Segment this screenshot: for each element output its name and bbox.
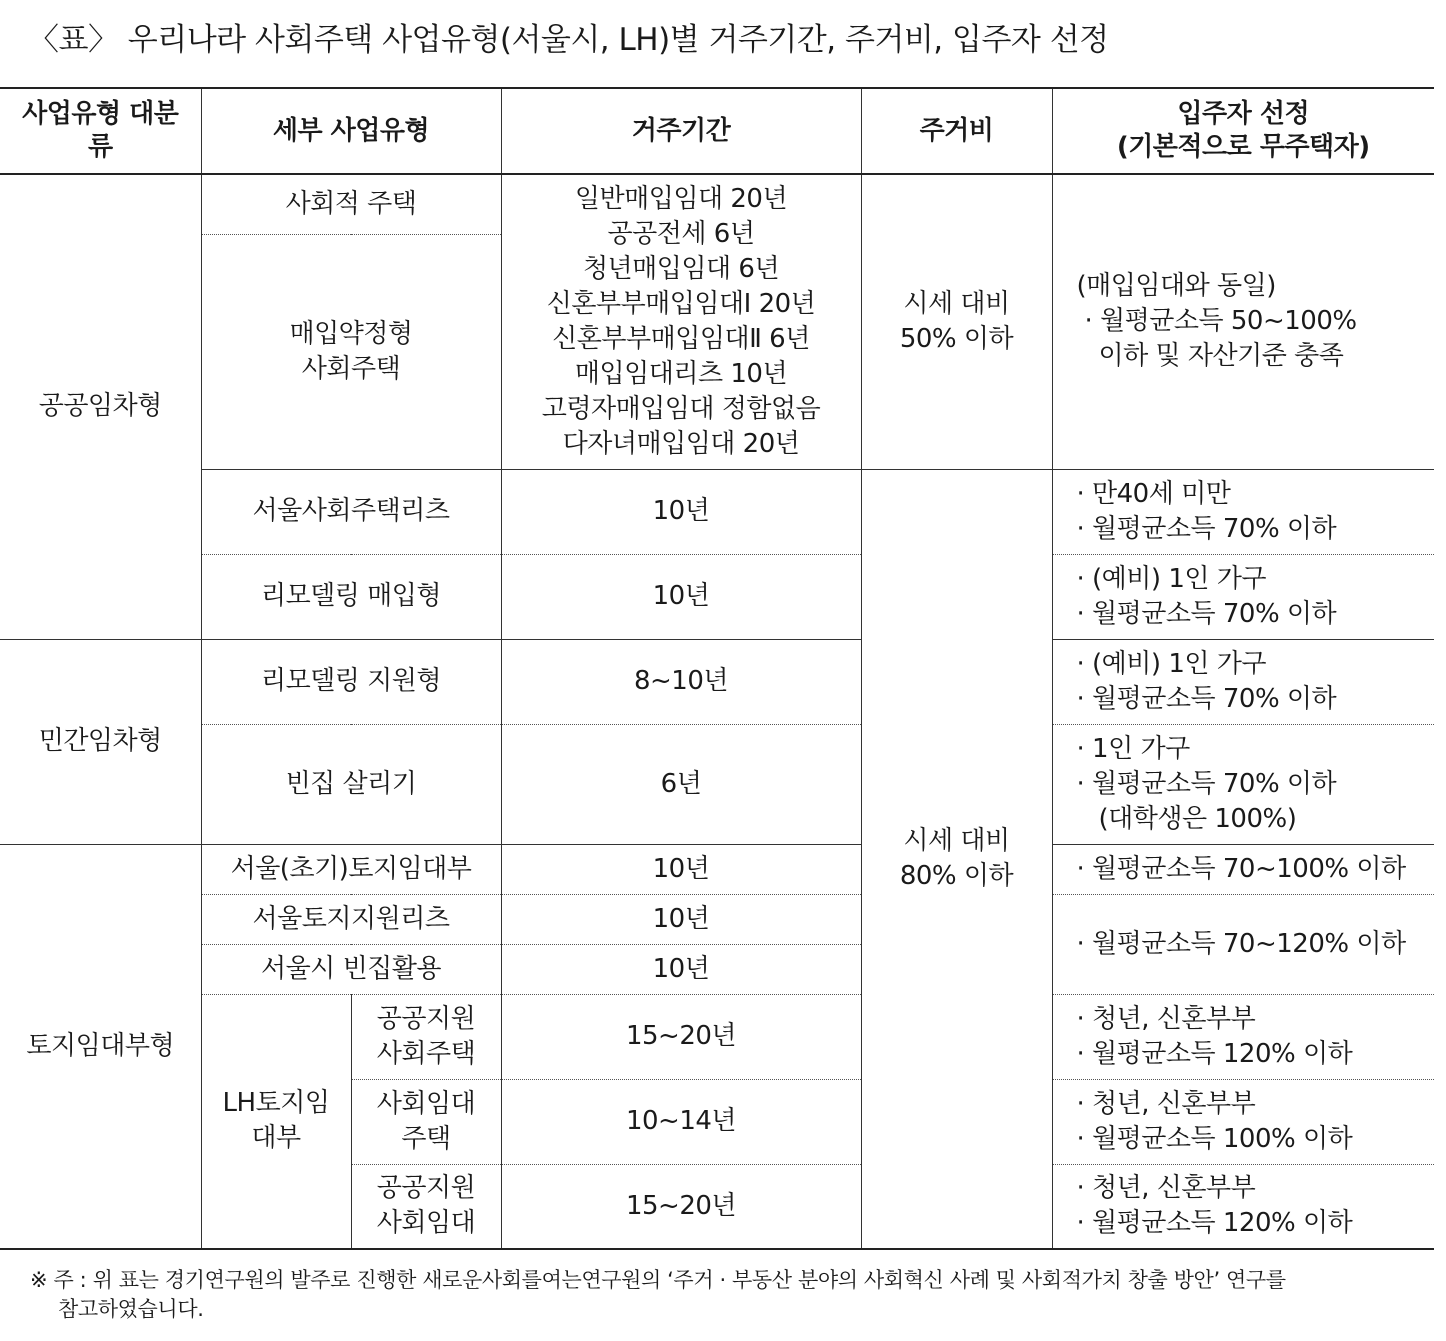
table-row xyxy=(0,994,1434,1079)
subtype-lh-public-house xyxy=(351,994,501,1079)
cost-50-line-2: 50% 이하 xyxy=(899,323,1014,354)
period-item: 매입임대리츠 10년 xyxy=(574,358,788,389)
selection-line: · 1인 가구 xyxy=(1076,733,1190,764)
selection-remodel-support xyxy=(1052,639,1434,724)
selection-line: · 월평균소득 70% 이하 xyxy=(1076,513,1337,544)
subtype-remodel-support: 리모델링 지원형 xyxy=(201,639,501,724)
subtype-land-reits: 서울토지지원리츠 xyxy=(201,894,501,944)
selection-line: · 월평균소득 50~100% xyxy=(1084,306,1357,337)
footnote-line-1: ※ 주 : 위 표는 경기연구원의 발주로 진행한 새로운사회를여는연구원의 ‘주거 · 부동산 분야의 사회혁신 사례 및 사회적가치 창출 방안’ 연구를 xyxy=(30,1268,1286,1292)
header-selection-line-2: (기본적으로 무주택자) xyxy=(1116,132,1370,162)
period-remodel-buy: 10년 xyxy=(501,554,861,639)
selection-land-shared xyxy=(1052,894,1434,994)
subtype-lh-public-rental xyxy=(351,1164,501,1249)
table-title: 〈표〉 우리나라 사회주택 사업유형(서울시, LH)별 거주기간, 주거비, 입주자 선정 xyxy=(28,22,1109,58)
period-empty-house: 6년 xyxy=(501,724,861,844)
period-reits: 10년 xyxy=(501,469,861,554)
period-item: 일반매입임대 20년 xyxy=(574,183,788,214)
period-early-land: 10년 xyxy=(501,844,861,894)
header-row xyxy=(0,88,1434,174)
subtype-purchase xyxy=(201,234,501,469)
footnote-line-2: 참고하였습니다. xyxy=(58,1297,204,1321)
selection-line: · (예비) 1인 가구 xyxy=(1076,563,1266,594)
selection-line: · 월평균소득 70% 이하 xyxy=(1076,683,1337,714)
category-public: 공공임차형 xyxy=(0,174,201,639)
header-category-line-1: 사업유형 대분 xyxy=(22,99,179,129)
social-housing-table xyxy=(0,87,1434,1250)
subtype-lh-rental-house xyxy=(351,1079,501,1164)
period-item: 공공전세 6년 xyxy=(607,218,755,249)
period-land-reits: 10년 xyxy=(501,894,861,944)
period-item: 다자녀매입임대 20년 xyxy=(562,428,800,459)
selection-line: · 월평균소득 120% 이하 xyxy=(1076,1208,1353,1239)
selection-line: · 청년, 신혼부부 xyxy=(1076,1173,1256,1204)
subtype-line: 사회주택 xyxy=(376,1038,476,1069)
subtype-remodel-buy: 리모델링 매입형 xyxy=(201,554,501,639)
table-row xyxy=(0,469,1434,554)
table-row xyxy=(0,639,1434,724)
period-empty-use: 10년 xyxy=(501,944,861,994)
selection-line: · 월평균소득 70% 이하 xyxy=(1076,768,1337,799)
selection-line: · 청년, 신혼부부 xyxy=(1076,1088,1256,1119)
selection-line: (대학생은 100%) xyxy=(1098,803,1297,834)
selection-line: · 월평균소득 70% 이하 xyxy=(1076,598,1337,629)
subtype-line: 공공지원 xyxy=(376,1003,476,1034)
category-lh-line-1: LH토지임 xyxy=(222,1088,330,1119)
period-item: 신혼부부매입임대Ⅱ 6년 xyxy=(552,323,810,354)
subtype-reits: 서울사회주택리츠 xyxy=(201,469,501,554)
category-lh xyxy=(201,994,351,1249)
header-cost: 주거비 xyxy=(861,88,1052,174)
table-row xyxy=(0,554,1434,639)
period-purchase-list xyxy=(501,174,861,469)
table-row xyxy=(0,174,1434,234)
table-row xyxy=(0,724,1434,844)
selection-line: · 월평균소득 120% 이하 xyxy=(1076,1038,1353,1069)
selection-line: · 월평균소득 70~120% 이하 xyxy=(1076,928,1406,959)
selection-purchase xyxy=(1052,174,1434,469)
header-category xyxy=(0,88,201,174)
subtype-social: 사회적 주택 xyxy=(201,174,501,234)
header-period: 거주기간 xyxy=(501,88,861,174)
subtype-purchase-line-1: 매입약정형 xyxy=(289,318,413,349)
selection-line: 이하 및 자산기준 충족 xyxy=(1098,341,1344,372)
selection-empty-house xyxy=(1052,724,1434,844)
selection-line: · 만40세 미만 xyxy=(1076,478,1231,509)
period-item: 고령자매입임대 정함없음 xyxy=(541,393,821,424)
header-selection xyxy=(1052,88,1434,174)
period-lh-public-rental: 15~20년 xyxy=(501,1164,861,1249)
table-row xyxy=(0,894,1434,944)
selection-lh-public-rental xyxy=(1052,1164,1434,1249)
category-private: 민간임차형 xyxy=(0,639,201,844)
cost-80 xyxy=(861,469,1052,1249)
footnote xyxy=(30,1266,1430,1324)
header-selection-line-1: 입주자 선정 xyxy=(1177,99,1310,129)
period-item: 청년매입임대 6년 xyxy=(582,253,780,284)
subtype-empty-use: 서울시 빈집활용 xyxy=(201,944,501,994)
subtype-early-land: 서울(초기)토지임대부 xyxy=(201,844,501,894)
cost-50-line-1: 시세 대비 xyxy=(903,288,1010,319)
subtype-purchase-line-2: 사회주택 xyxy=(301,353,401,384)
cost-80-line-2: 80% 이하 xyxy=(899,860,1014,891)
selection-line: · 청년, 신혼부부 xyxy=(1076,1003,1256,1034)
selection-head: (매입임대와 동일) xyxy=(1076,271,1276,302)
selection-lh-rental-house xyxy=(1052,1079,1434,1164)
selection-early-land xyxy=(1052,844,1434,894)
period-lh-public-house: 15~20년 xyxy=(501,994,861,1079)
category-land: 토지임대부형 xyxy=(0,844,201,1249)
selection-line: · (예비) 1인 가구 xyxy=(1076,648,1266,679)
period-item: 신혼부부매입임대Ⅰ 20년 xyxy=(546,288,816,319)
table-row xyxy=(0,844,1434,894)
period-lh-rental-house: 10~14년 xyxy=(501,1079,861,1164)
selection-line: · 월평균소득 100% 이하 xyxy=(1076,1123,1353,1154)
cost-80-line-1: 시세 대비 xyxy=(903,825,1010,856)
subtype-line: 주택 xyxy=(401,1123,451,1154)
selection-line: · 월평균소득 70~100% 이하 xyxy=(1076,853,1406,884)
header-subtype: 세부 사업유형 xyxy=(201,88,501,174)
subtype-line: 사회임대 xyxy=(376,1208,476,1239)
subtype-line: 사회임대 xyxy=(376,1088,476,1119)
subtype-line: 공공지원 xyxy=(376,1173,476,1204)
selection-reits xyxy=(1052,469,1434,554)
header-category-line-2: 류 xyxy=(87,132,113,162)
category-lh-line-2: 대부 xyxy=(251,1123,301,1154)
selection-lh-public-house xyxy=(1052,994,1434,1079)
subtype-empty-house: 빈집 살리기 xyxy=(201,724,501,844)
period-remodel-support: 8~10년 xyxy=(501,639,861,724)
selection-remodel-buy xyxy=(1052,554,1434,639)
cost-50 xyxy=(861,174,1052,469)
